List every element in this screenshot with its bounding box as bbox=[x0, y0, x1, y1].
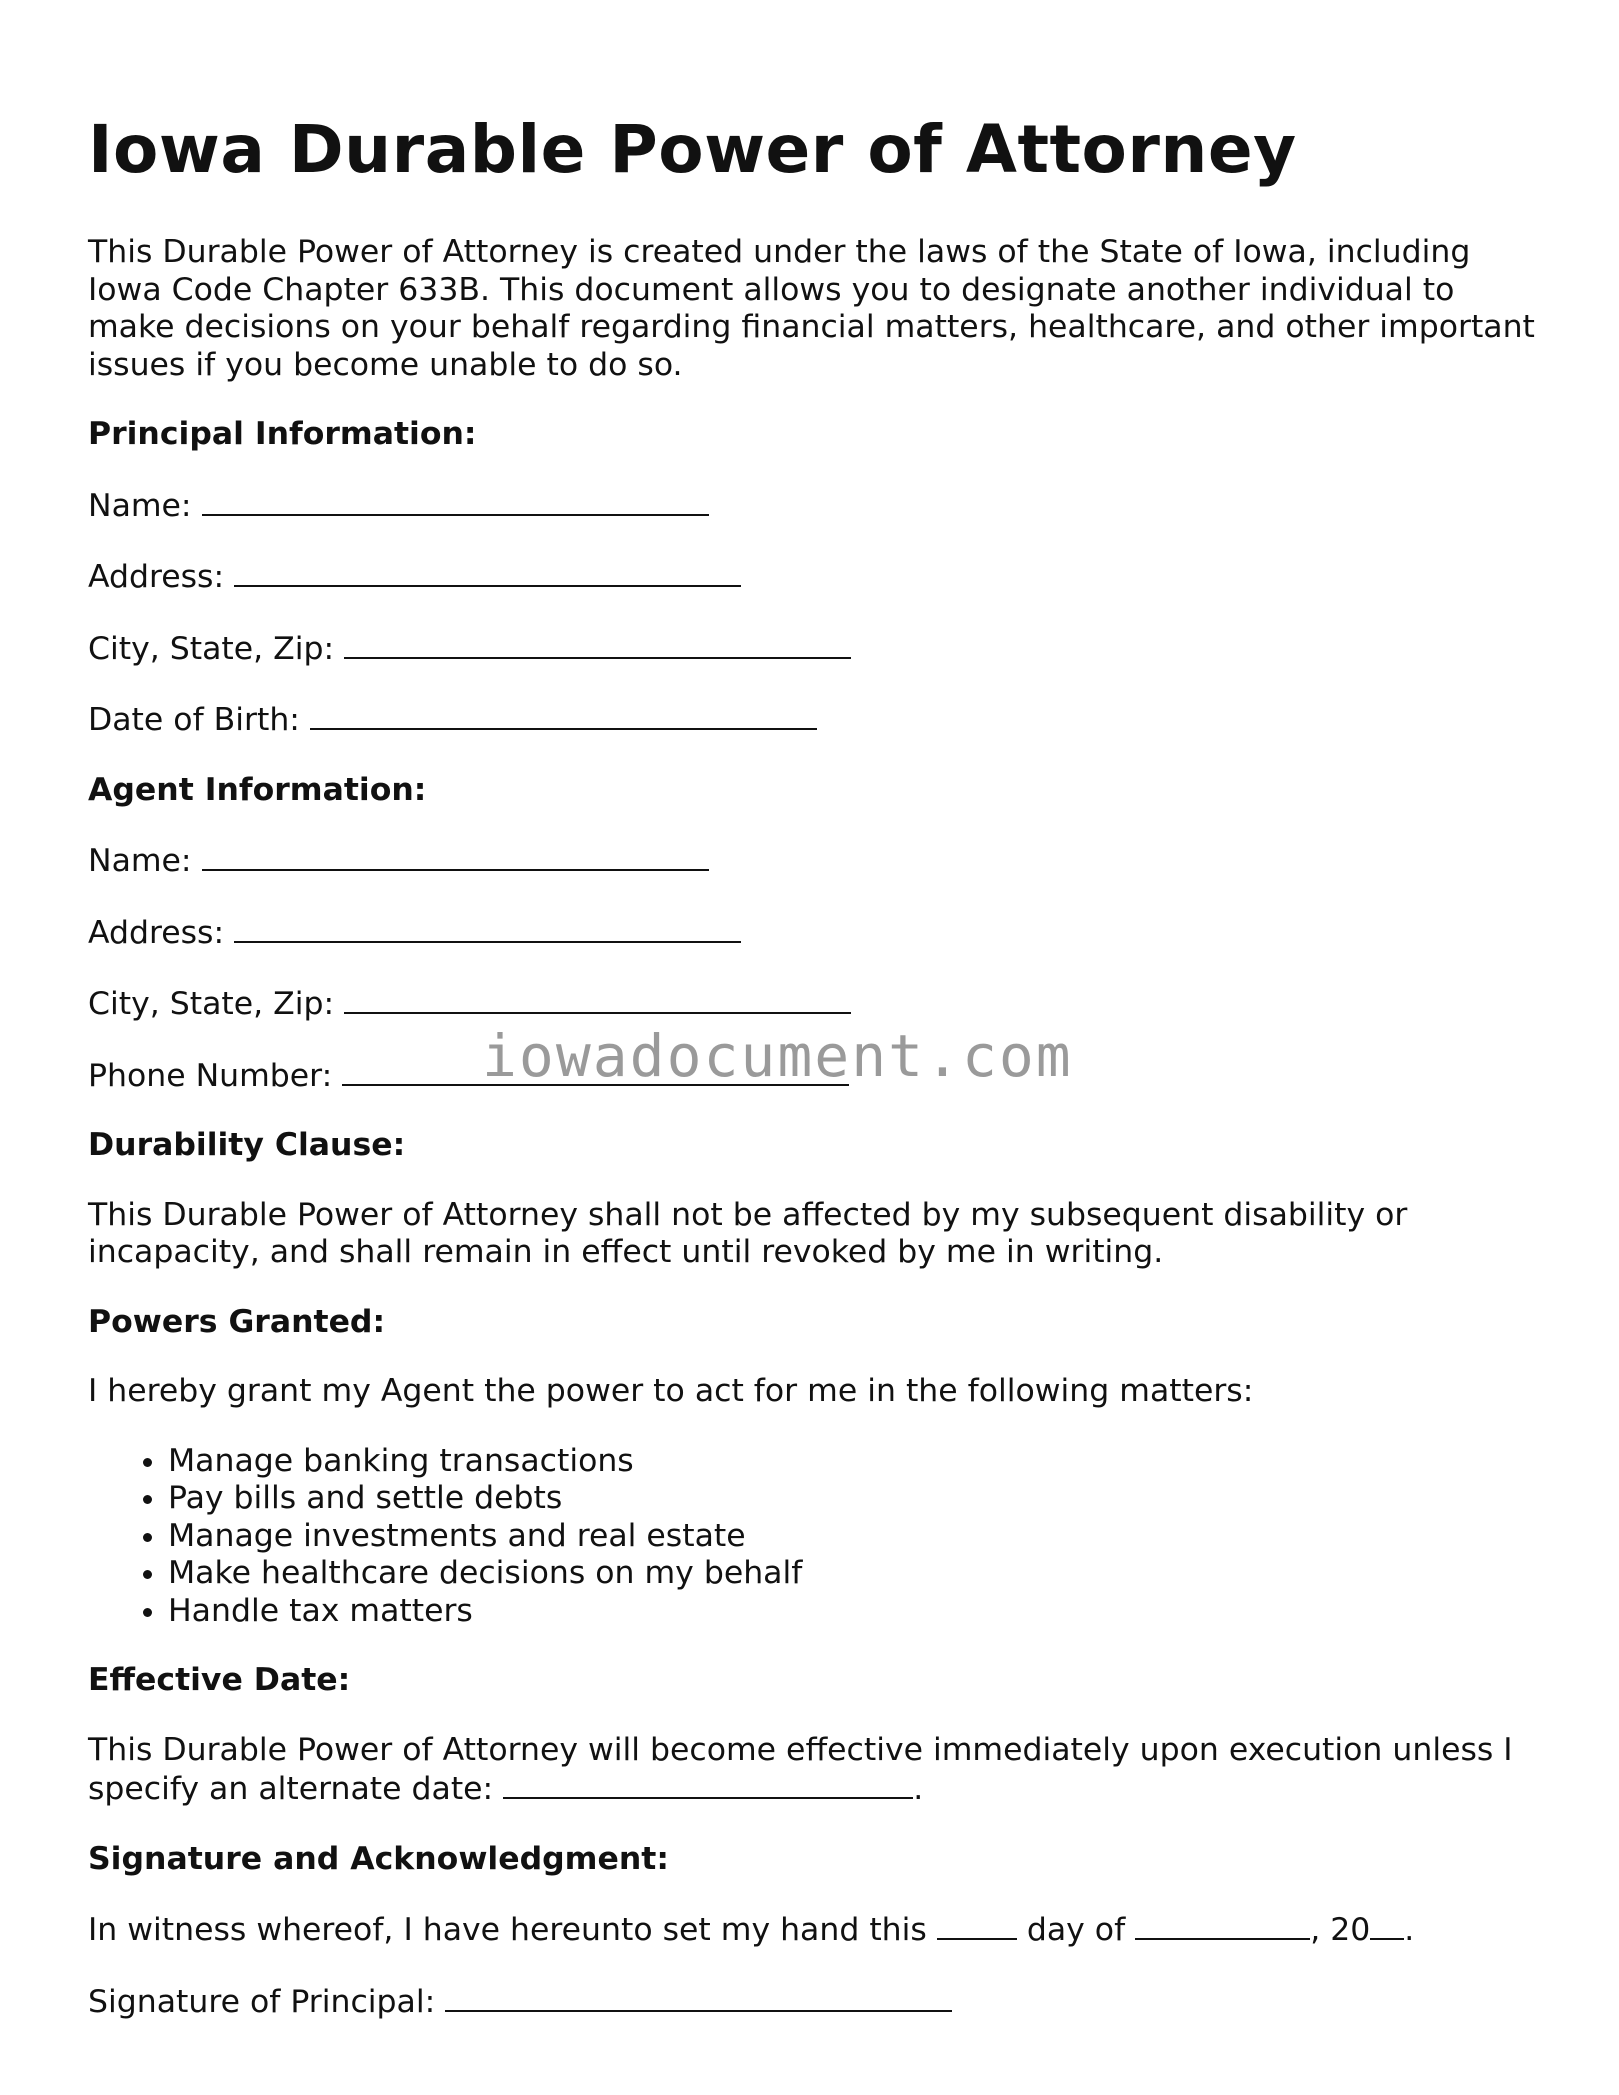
principal-dob-label: Date of Birth: bbox=[88, 702, 300, 738]
witness-day-blank[interactable] bbox=[937, 1910, 1017, 1940]
principal-signature-blank[interactable] bbox=[445, 1982, 952, 2012]
powers-intro: I hereby grant my Agent the power to act for me in the following matters: bbox=[88, 1373, 1254, 1409]
principal-name-blank[interactable] bbox=[202, 486, 709, 516]
watermark: iowadocument.com bbox=[482, 1022, 1073, 1090]
principal-city-field bbox=[88, 629, 1538, 669]
principal-city-blank[interactable] bbox=[344, 629, 851, 659]
intro-paragraph: This Durable Power of Attorney is created under the laws of the State of Iowa, including Iowa Code Chapter 633B. This document allows you to designate another individual to make decisions on your behalf regarding financial matters, healthcare, and other important issues if you become unable to do so. bbox=[88, 234, 1535, 383]
principal-heading: Principal Information: bbox=[88, 416, 477, 452]
agent-phone-blank[interactable] bbox=[342, 1056, 849, 1086]
agent-phone-label: Phone Number: bbox=[88, 1057, 333, 1094]
effective-paragraph bbox=[88, 1732, 1538, 1809]
principal-city-label: City, State, Zip: bbox=[88, 630, 335, 667]
agent-name-blank[interactable] bbox=[202, 841, 709, 871]
agent-name-label: Name: bbox=[88, 843, 192, 879]
principal-signature-label: Signature of Principal: bbox=[88, 1983, 436, 2020]
agent-city-blank[interactable] bbox=[344, 984, 851, 1014]
effective-date-blank[interactable] bbox=[503, 1769, 913, 1799]
list-item: • Make healthcare decisions on my behalf bbox=[168, 1555, 1538, 1593]
agent-name-field bbox=[88, 841, 1538, 881]
effective-period: . bbox=[913, 1771, 924, 1807]
list-item: • Manage banking transactions bbox=[168, 1443, 1538, 1481]
list-item: • Manage investments and real estate bbox=[168, 1518, 1538, 1556]
witness-year-blank[interactable] bbox=[1370, 1910, 1404, 1940]
list-item: • Handle tax matters bbox=[168, 1593, 1538, 1631]
agent-address-label: Address: bbox=[88, 914, 225, 951]
effective-text: This Durable Power of Attorney will become effective immediately upon execution unless I specify an alternate date: bbox=[88, 1731, 1513, 1807]
agent-address-field bbox=[88, 913, 1538, 953]
principal-address-label: Address: bbox=[88, 559, 225, 595]
principal-name-label: Name: bbox=[88, 487, 192, 524]
agent-city-field bbox=[88, 984, 1538, 1024]
durability-heading: Durability Clause: bbox=[88, 1127, 406, 1163]
durability-text: This Durable Power of Attorney shall not be affected by my subsequent disability or incapacity, and shall remain in effect until revoked by me in writing. bbox=[88, 1196, 1408, 1270]
principal-name-field bbox=[88, 486, 1538, 526]
list-item: • Pay bills and settle debts bbox=[168, 1480, 1538, 1518]
witness-year-prefix: , 20 bbox=[1310, 1912, 1371, 1948]
agent-phone-field bbox=[88, 1056, 1538, 1096]
witness-day-label: day of bbox=[1026, 1912, 1126, 1948]
witness-prefix: In witness whereof, I have hereunto set my hand this bbox=[88, 1912, 927, 1948]
principal-address-blank[interactable] bbox=[234, 557, 741, 587]
witness-month-blank[interactable] bbox=[1135, 1910, 1310, 1940]
signature-heading: Signature and Acknowledgment: bbox=[88, 1840, 669, 1877]
powers-heading: Powers Granted: bbox=[88, 1303, 386, 1340]
principal-dob-blank[interactable] bbox=[310, 700, 817, 730]
document-page bbox=[88, 112, 1538, 2021]
principal-dob-field bbox=[88, 700, 1538, 740]
principal-address-field bbox=[88, 557, 1538, 597]
witness-line bbox=[88, 1910, 1538, 1950]
agent-heading: Agent Information: bbox=[88, 771, 427, 808]
powers-list bbox=[88, 1443, 1538, 1631]
witness-end: . bbox=[1404, 1912, 1415, 1948]
principal-signature-field bbox=[88, 1982, 1538, 2022]
effective-heading: Effective Date: bbox=[88, 1662, 351, 1698]
agent-city-label: City, State, Zip: bbox=[88, 986, 335, 1022]
agent-address-blank[interactable] bbox=[234, 913, 741, 943]
document-title: Iowa Durable Power of Attorney bbox=[88, 111, 1297, 188]
